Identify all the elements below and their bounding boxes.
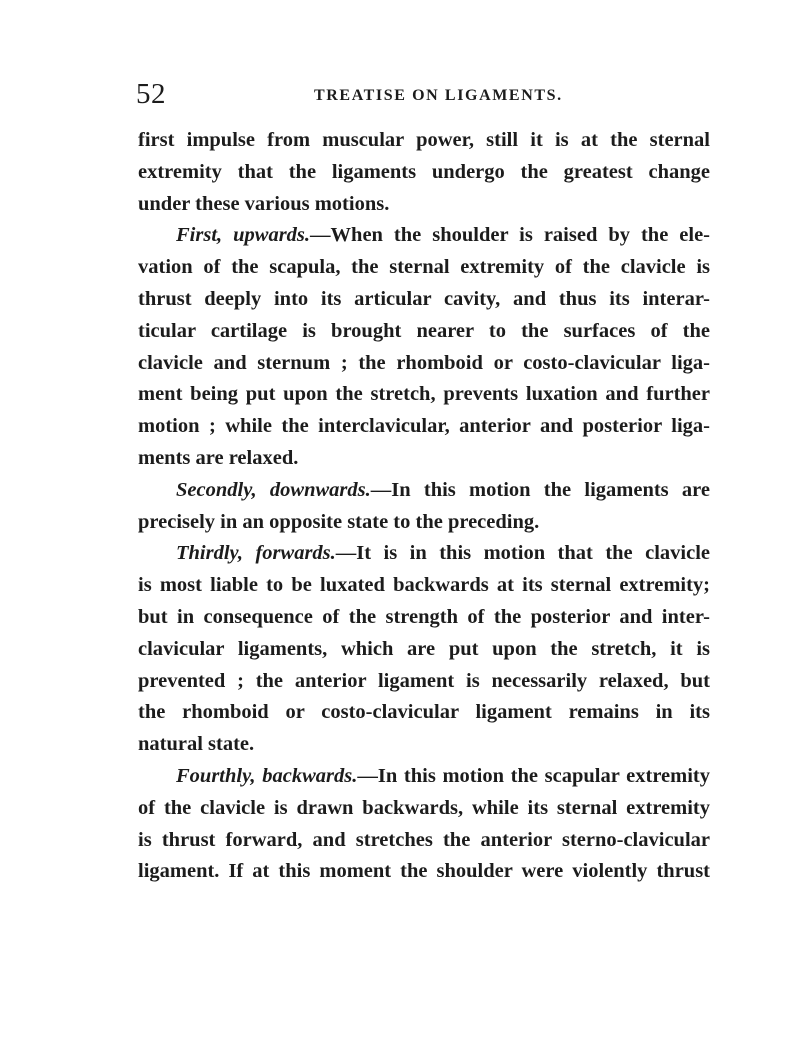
text-line: [138, 284, 710, 316]
text-run: ment being put upon the stretch, prevents luxation and further: [138, 383, 710, 406]
text-run: extremity that the ligaments undergo the greatest change: [138, 160, 710, 183]
text-run: first impulse from muscular power, still it is at the sternal: [138, 129, 710, 151]
text-line: [138, 252, 710, 284]
text-line: [138, 793, 710, 825]
text-run: is most liable to be luxated backwards at its sternal extremity;: [138, 574, 710, 597]
text-line: [138, 475, 710, 507]
text-run: is thrust forward, and stretches the anterior sterno-clavicular: [138, 828, 710, 851]
text-line: [138, 825, 710, 857]
text-run: —When the shoulder is raised by the ele-: [310, 224, 710, 247]
text-run: prevented ; the anterior ligament is necessarily relaxed, but: [138, 669, 710, 692]
text-line: [138, 411, 710, 443]
text-line: [138, 220, 710, 252]
page-number: 52: [136, 78, 166, 110]
text-line: [138, 125, 710, 157]
running-head: TREATISE ON LIGAMENTS.: [314, 87, 563, 104]
text-run: natural state.: [138, 733, 255, 756]
text-run: clavicle and sternum ; the rhomboid or costo-clavicular liga-: [138, 351, 710, 374]
text-run: ticular cartilage is brought nearer to the surfaces of the: [138, 319, 710, 342]
text-run: vation of the scapula, the sternal extremity of the clavicle is: [138, 256, 710, 279]
text-line: [138, 570, 710, 602]
text-line: [138, 507, 710, 539]
text-run: motion ; while the interclavicular, anterior and posterior liga-: [138, 415, 710, 438]
text-line: [138, 666, 710, 698]
text-run: the rhomboid or costo-clavicular ligament remains in its: [138, 701, 710, 724]
text-run: but in consequence of the strength of the posterior and inter-: [138, 605, 710, 628]
text-line: [138, 348, 710, 380]
text-line: [138, 602, 710, 634]
section-heading: First, upwards.: [176, 224, 311, 247]
text-run: under these various motions.: [138, 192, 390, 215]
text-line: [138, 189, 710, 221]
text-run: of the clavicle is drawn backwards, while its sternal extremity: [138, 796, 710, 819]
page-header: [136, 78, 708, 110]
text-line: [138, 379, 710, 411]
text-line: [138, 316, 710, 348]
text-run: ments are relaxed.: [138, 446, 299, 469]
text-line: [138, 761, 710, 793]
text-run: —In this motion the scapular extremity: [357, 764, 710, 787]
body-text: [138, 125, 710, 888]
text-run: thrust deeply into its articular cavity, and thus its interar-: [138, 287, 710, 310]
section-heading: Fourthly, backwards.: [176, 764, 358, 787]
text-run: ligament. If at this moment the shoulder were violently thrust: [138, 860, 710, 883]
section-heading: Thirdly, forwards.: [176, 542, 336, 565]
text-line: [138, 634, 710, 666]
text-line: [138, 697, 710, 729]
text-run: clavicular ligaments, which are put upon the stretch, it is: [138, 637, 710, 660]
text-run: —In this motion the ligaments are: [370, 478, 710, 501]
text-line: [138, 729, 710, 761]
text-line: [138, 538, 710, 570]
text-line: [138, 443, 710, 475]
section-heading: Secondly, downwards.: [176, 478, 371, 501]
text-run: —It is in this motion that the clavicle: [335, 542, 710, 565]
text-line: [138, 856, 710, 888]
text-run: precisely in an opposite state to the preceding.: [138, 510, 540, 533]
text-line: [138, 157, 710, 189]
